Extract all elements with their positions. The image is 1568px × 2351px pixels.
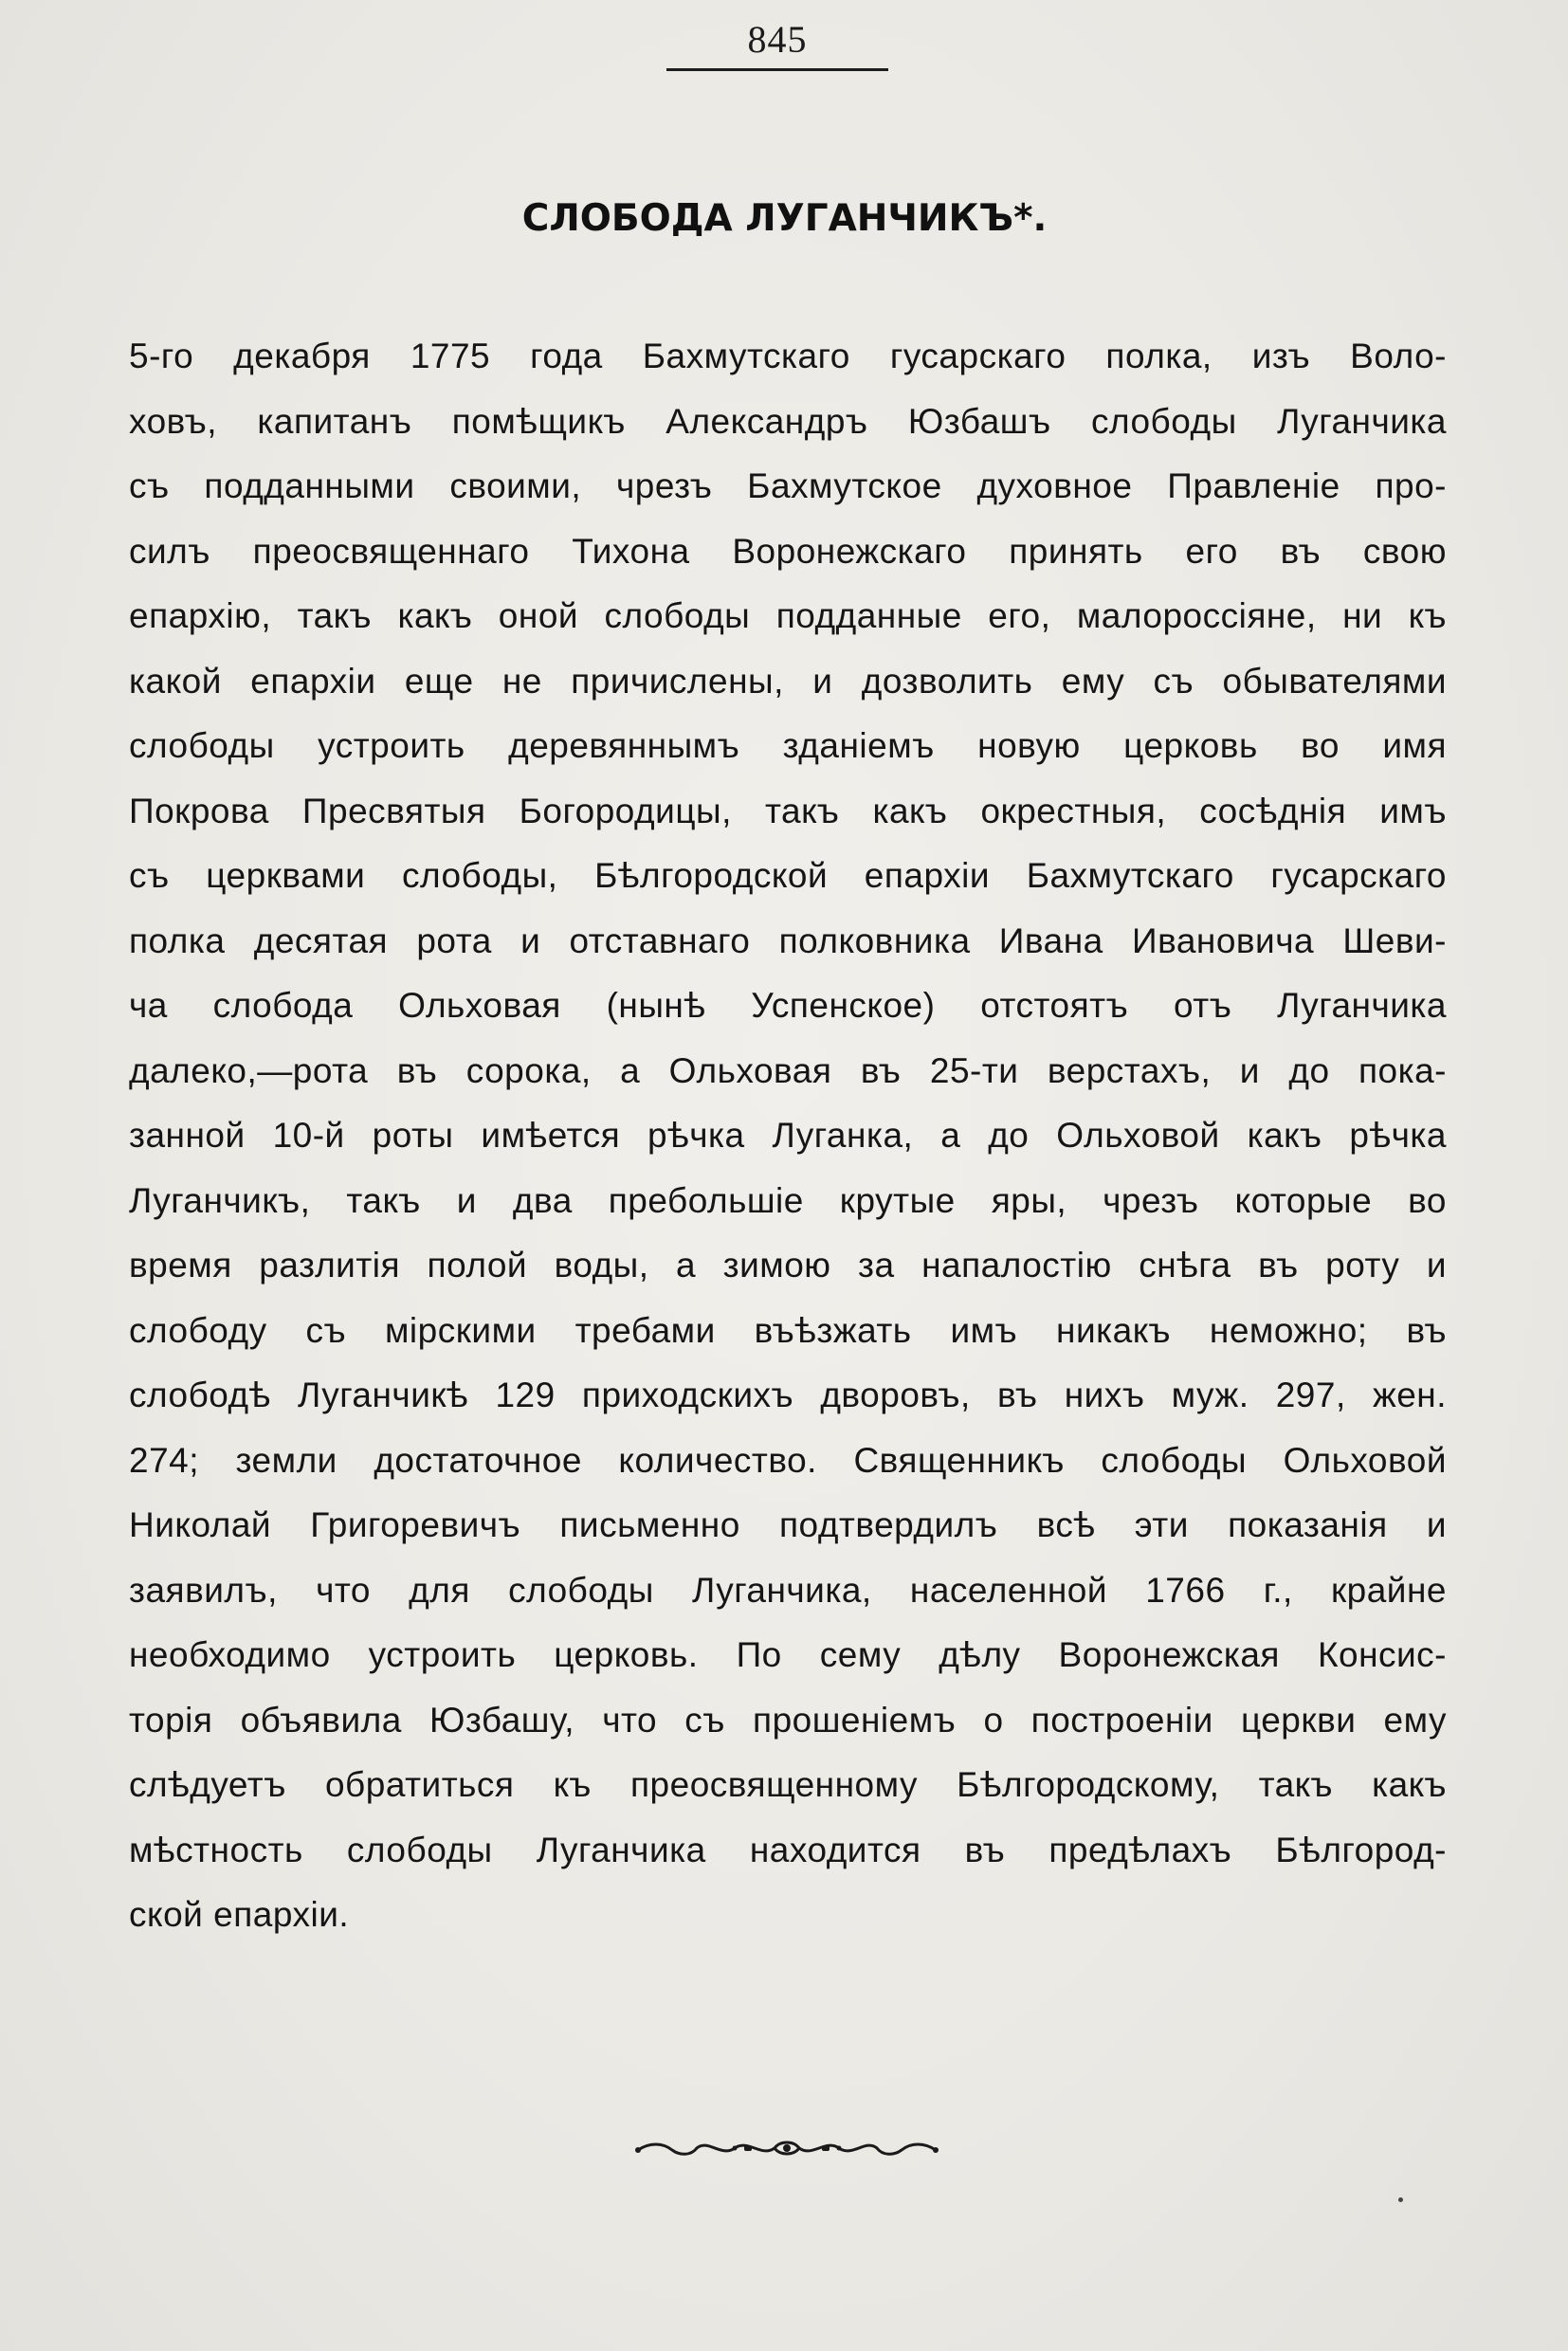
- body-line: ховъ, капитанъ помѣщикъ Александръ Юзбашъ слободы Луганчика: [129, 401, 1447, 441]
- chapter-title: СЛОБОДА ЛУГАНЧИКЪ*.: [521, 197, 1048, 240]
- body-line: заявилъ, что для слободы Луганчика, населенной 1766 г., крайне: [129, 1570, 1447, 1610]
- body-line: время разлитія полой воды, а зимою за напалостію снѣга въ роту и: [129, 1246, 1447, 1285]
- body-line: съ церквами слободы, Бѣлгородской епархіи Бахмутскаго гусарскаго: [129, 856, 1447, 895]
- body-line: какой епархіи еще не причислены, и дозволить ему съ обывателями: [129, 661, 1447, 701]
- body-line: 274; земли достаточное количество. Священникъ слободы Ольховой: [129, 1440, 1447, 1480]
- page-number-rule: [666, 68, 888, 71]
- body-line: занной 10-й роты имѣется рѣчка Луганка, а до Ольховой какъ рѣчка: [129, 1116, 1447, 1155]
- body-line: епархію, такъ какъ оной слободы подданные его, малороссіяне, ни къ: [129, 596, 1447, 635]
- body-line: Покрова Пресвятыя Богородицы, такъ какъ окрестныя, сосѣднія имъ: [129, 791, 1447, 830]
- body-line: слѣдуетъ обратиться къ преосвященному Бѣлгородскому, такъ какъ: [129, 1765, 1447, 1804]
- body-line: Николай Григоревичъ письменно подтвердилъ всѣ эти показанія и: [129, 1505, 1447, 1544]
- body-line: полка десятая рота и отставнаго полковника Ивана Ивановича Шеви-: [129, 920, 1447, 960]
- body-line: слободы устроить деревяннымъ зданіемъ новую церковь во имя: [129, 726, 1447, 765]
- body-line: съ подданными своими, чрезъ Бахмутское духовное Правленіе про-: [129, 466, 1447, 505]
- ornament-divider-icon: [630, 2129, 943, 2167]
- body-line: слободѣ Луганчикѣ 129 приходскихъ дворовъ, въ нихъ муж. 297, жен.: [129, 1376, 1447, 1414]
- page-speck: [1398, 2197, 1403, 2202]
- body-line: 5-го декабря 1775 года Бахмутскаго гусарскаго полка, изъ Воло-: [129, 337, 1447, 375]
- body-line: слободу съ мірскими требами въѣзжать имъ никакъ неможно; въ: [129, 1310, 1447, 1350]
- body-line: торія объявила Юзбашу, что съ прошеніемъ о построеніи церкви ему: [129, 1700, 1447, 1740]
- body-text: [129, 324, 1447, 1948]
- page-number: 845: [747, 18, 808, 61]
- body-line: далеко,—рота въ сорока, а Ольховая въ 25-ти верстахъ, и до пока-: [129, 1050, 1447, 1090]
- body-line: Луганчикъ, такъ и два пребольшіе крутые яры, чрезъ которые во: [129, 1180, 1447, 1220]
- body-line: силъ преосвященнаго Тихона Воронежскаго принять его въ свою: [129, 531, 1447, 571]
- body-line: ча слобода Ольховая (нынѣ Успенское) отстоятъ отъ Луганчика: [129, 986, 1447, 1025]
- body-line: мѣстность слободы Луганчика находится въ предѣлахъ Бѣлгород-: [129, 1830, 1447, 1869]
- body-line-last: ской епархіи.: [129, 1895, 350, 1934]
- body-line: необходимо устроить церковь. По сему дѣлу Воронежская Консис-: [129, 1635, 1447, 1674]
